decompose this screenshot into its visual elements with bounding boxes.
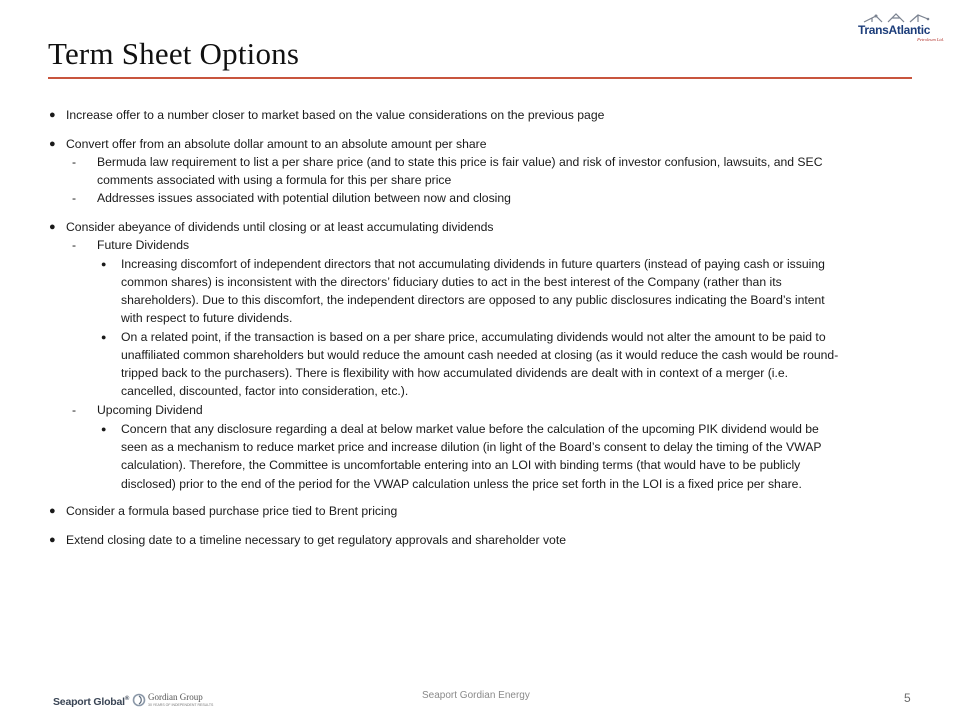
- bullet-dot-icon: ●: [49, 138, 56, 150]
- sub-sub-bullet-text: On a related point, if the transaction is based on a per share price, accumulating dividends would not alter the amount to be paid to: [121, 330, 826, 344]
- sub-sub-bullet-text: unaffiliated common shareholders but would reduce the amount cash needed at closing (as it would reduce the cash would be round-: [121, 348, 839, 362]
- transatlantic-wordmark: TransAtlantic: [858, 23, 931, 37]
- seaport-wordmark: Seaport Global: [53, 696, 125, 708]
- small-bullet-icon: ●: [101, 424, 107, 434]
- transatlantic-logo: [856, 10, 948, 46]
- bullet-text: Extend closing date to a timeline necessary to get regulatory approvals and shareholder vote: [66, 533, 566, 547]
- dash-bullet-icon: -: [72, 403, 77, 417]
- bullet-dot-icon: ●: [49, 505, 56, 517]
- sub-sub-bullet-text: seen as a mechanism to reduce market price and increase dilution (in light of the Board’s consent to delay the timing of the VWAP: [121, 440, 822, 454]
- dash-bullet-icon: -: [72, 238, 77, 252]
- page-title: Term Sheet Options: [48, 36, 300, 71]
- small-bullet-icon: ●: [101, 332, 107, 342]
- title-divider: [48, 77, 912, 79]
- gordian-group-logo: [132, 691, 212, 713]
- page-number: 5: [904, 691, 911, 705]
- dash-bullet-icon: -: [72, 191, 77, 205]
- bullet-dot-icon: ●: [49, 534, 56, 546]
- bullet-dot-icon: ●: [49, 221, 56, 233]
- gordian-tagline: 30 YEARS OF INDEPENDENT RESULTS: [148, 703, 214, 707]
- dash-bullet-icon: -: [72, 155, 77, 169]
- sub-bullet-text: Addresses issues associated with potential dilution between now and closing: [97, 191, 511, 205]
- gordian-wordmark: Gordian Group: [148, 692, 203, 702]
- sub-sub-bullet-text: cancelled, discounted, factor into consideration, etc.).: [121, 384, 409, 398]
- transatlantic-subtitle: Petroleum Ltd.: [917, 37, 944, 42]
- sub-bullet-text: comments associated with using a formula for this per share price: [97, 173, 452, 187]
- small-bullet-icon: ●: [101, 259, 107, 269]
- sub-sub-bullet-text: Increasing discomfort of independent directors that not accumulating dividends in future quarters (instead of paying cash or issuing: [121, 257, 825, 271]
- sub-sub-bullet-text: with respect to future dividends.: [121, 311, 293, 325]
- sub-sub-bullet-text: shareholders). Due to this discomfort, the independent directors are opposed to any public disclosures indicating the Board’s intent: [121, 293, 825, 307]
- bullet-text: Increase offer to a number closer to market based on the value considerations on the previous page: [66, 108, 605, 122]
- bullet-text: Consider a formula based purchase price tied to Brent pricing: [66, 504, 398, 518]
- bullet-dot-icon: ●: [49, 109, 56, 121]
- pumpjack-icon: [862, 10, 942, 24]
- sub-sub-bullet-text: disclosed) prior to the end of the period for the VWAP calculation unless the price set forth in the LOI is a fixed price per share.: [121, 477, 802, 491]
- footer-center-text: Seaport Gordian Energy: [422, 690, 530, 701]
- sub-sub-bullet-text: Concern that any disclosure regarding a deal at below market value before the calculation of the upcoming PIK dividend would be: [121, 422, 819, 436]
- seaport-global-logo: [53, 696, 129, 708]
- sub-bullet-text: Bermuda law requirement to list a per share price (and to state this price is fair value) and risk of investor confusion, lawsuits, and SEC: [97, 155, 823, 169]
- sub-sub-bullet-text: calculation). Therefore, the Committee is uncomfortable entering into an LOI with binding terms (that would have to be publicly: [121, 458, 801, 472]
- bullet-text: Convert offer from an absolute dollar amount to an absolute amount per share: [66, 137, 487, 151]
- bullet-text: Consider abeyance of dividends until closing or at least accumulating dividends: [66, 220, 494, 234]
- sub-bullet-text: Upcoming Dividend: [97, 403, 203, 417]
- sub-sub-bullet-text: common shares) is inconsistent with the directors’ fiduciary duties to act in the best interest of the Company (rather than its: [121, 275, 782, 289]
- sub-sub-bullet-text: tripped back to the purchasers). There is flexibility with how accumulated dividends are dealt with in context of a merger (i.e.: [121, 366, 789, 380]
- sub-bullet-text: Future Dividends: [97, 238, 190, 252]
- seaport-registered-mark: ®: [124, 696, 130, 702]
- gordian-knot-icon: [132, 693, 146, 707]
